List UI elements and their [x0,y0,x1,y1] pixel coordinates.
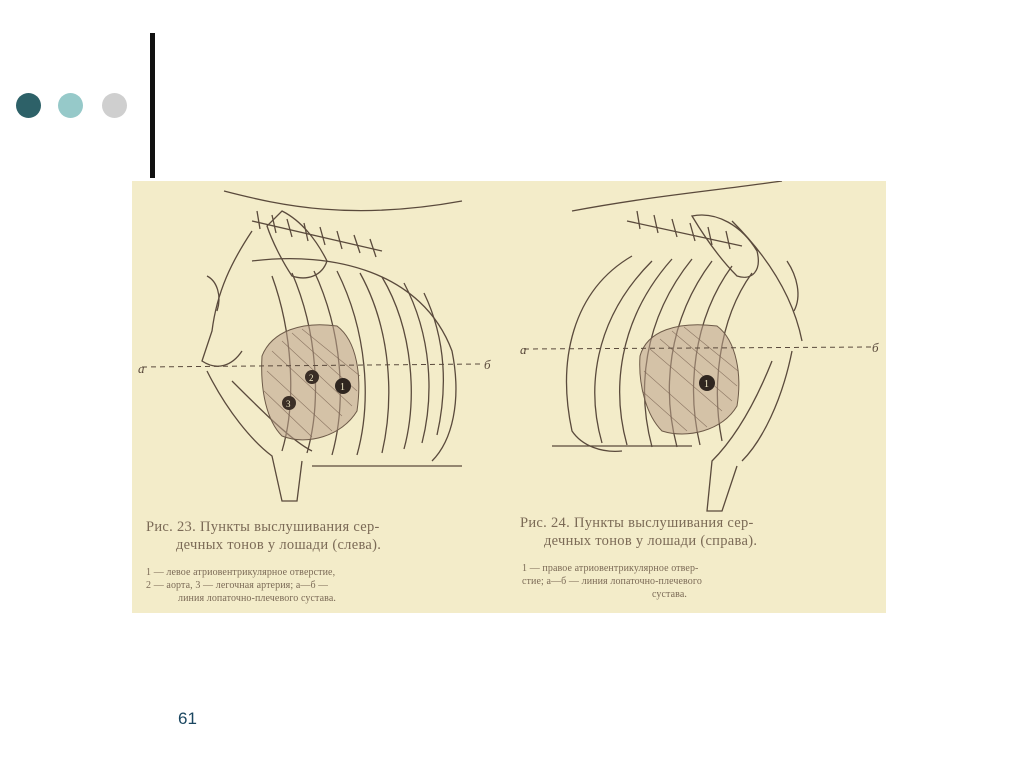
marker-right-1: 1 [704,379,709,390]
decorative-dot-teal [58,93,83,118]
right-caption-line1: Рис. 24. Пункты выслушивания сер- [520,515,754,531]
back-outline-left [224,191,462,211]
back-outline-right [572,181,782,211]
page-number: 61 [178,709,197,728]
decorative-dot-dark [16,93,41,118]
marker-left-1: 1 [340,382,345,393]
left-caption-line1: Рис. 23. Пункты выслушивания сер- [146,519,380,535]
scanned-figure [132,181,886,613]
line-label-b-right: б [872,340,879,355]
left-legend-line3: линия лопаточно-плечевого сустава. [178,593,336,604]
marker-left-3: 3 [286,399,291,409]
left-legend-line2: 2 — аорта, 3 — легочная артерия; а—б — [146,580,329,591]
line-label-b-left: б [484,357,491,372]
marker-left-2: 2 [309,373,314,383]
left-caption-line2: дечных тонов у лошади (слева). [176,537,382,553]
right-legend-line3: сустава. [652,589,688,600]
left-legend-line1: 1 — левое атриовентрикулярное отверстие, [146,567,336,578]
right-legend-line2: стие; а—б — линия лопаточно-плечевого [522,576,702,587]
line-label-a-right: а [520,342,527,357]
right-legend-line1: 1 — правое атриовентрикулярное отвер- [522,563,699,574]
line-label-a-left: а [138,361,145,376]
right-caption-line2: дечных тонов у лошади (справа). [544,533,758,549]
title-divider-bar [150,33,155,178]
decorative-dot-grey [102,93,127,118]
